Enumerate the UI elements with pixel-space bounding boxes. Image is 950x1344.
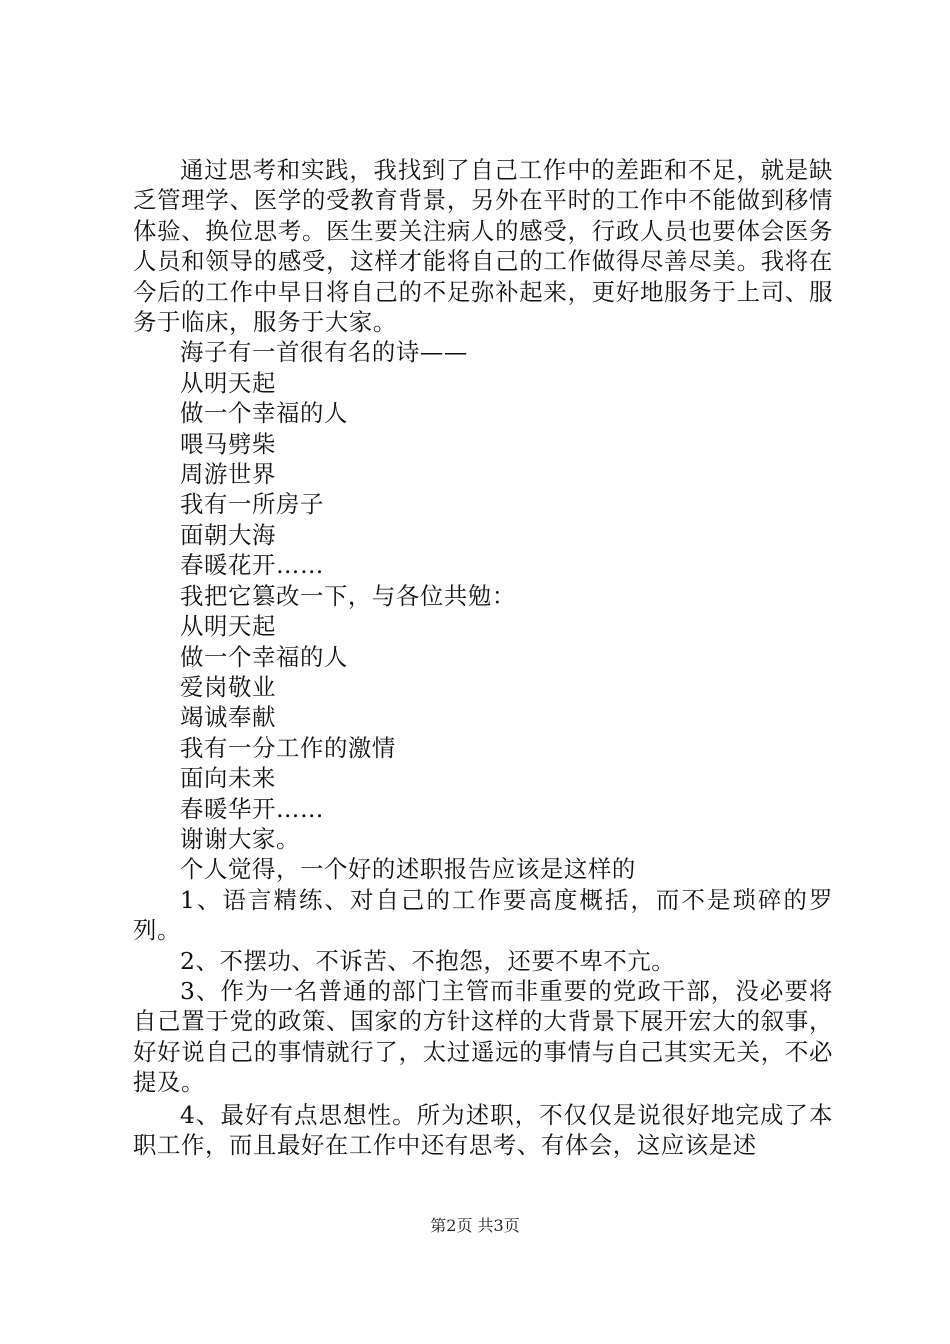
- poem-adapted-line: 从明天起: [180, 612, 276, 641]
- poem-original-line: 面朝大海: [180, 520, 276, 549]
- poem-adapted-line: 春暖华开……: [180, 794, 324, 823]
- poem-original-line: 做一个幸福的人: [180, 399, 348, 428]
- poem-original-line: 春暖花开……: [180, 551, 324, 580]
- poem-adapted-line: 竭诚奉献: [180, 703, 276, 732]
- point-paragraph: 2、不摆功、不诉苦、不抱怨，还要不卑不亢。: [180, 946, 676, 975]
- poem-original-line: 周游世界: [180, 460, 276, 489]
- poem-adapted-line: 做一个幸福的人: [180, 642, 348, 671]
- poem-adapted-line: 爱岗敬业: [180, 672, 276, 701]
- poem-original-line: 喂马劈柴: [180, 429, 276, 458]
- intro-paragraph: 通过思考和实践，我找到了自己工作中的差距和不足，就是缺乏管理学、医学的受教育背景，另外在平时的工作中不能做到移情体验、换位思考。医生要关注病人的感受，行政人员也要体会医务人员和领导的感受，这样才能将自己的工作做得尽善尽美。我将在今后的工作中早日将自己的不足弥补起来，更好地服务于上司、服务于临床，服务于大家。: [133, 156, 833, 337]
- poem-intro: 海子有一首很有名的诗——: [180, 338, 468, 367]
- poem-adapted-line: 面向未来: [180, 764, 276, 793]
- poem-original-line: 从明天起: [180, 368, 276, 397]
- poem-original-line: 我有一所房子: [180, 490, 324, 519]
- point-paragraph: 1、语言精练、对自己的工作要高度概括，而不是琐碎的罗列。: [133, 885, 833, 945]
- opinion-intro: 个人觉得，一个好的述职报告应该是这样的: [180, 855, 636, 884]
- poem-adapted-line: 我有一分工作的激情: [180, 733, 396, 762]
- point-paragraph: 3、作为一名普通的部门主管而非重要的党政干部，没必要将自己置于党的政策、国家的方针这样的大背景下展开宏大的叙事，好好说自己的事情就行了，太过遥远的事情与自己其实无关，不必提及。: [133, 976, 833, 1097]
- document-body: [133, 155, 833, 1160]
- thanks-line: 谢谢大家。: [180, 824, 300, 853]
- page-number-footer: 第2页 共3页: [430, 1216, 520, 1235]
- point-paragraph: 4、最好有点思想性。所为述职，不仅仅是说很好地完成了本职工作，而且最好在工作中还有思考、有体会，这应该是述: [133, 1100, 833, 1159]
- adaptation-intro: 我把它篡改一下，与各位共勉：: [180, 581, 516, 610]
